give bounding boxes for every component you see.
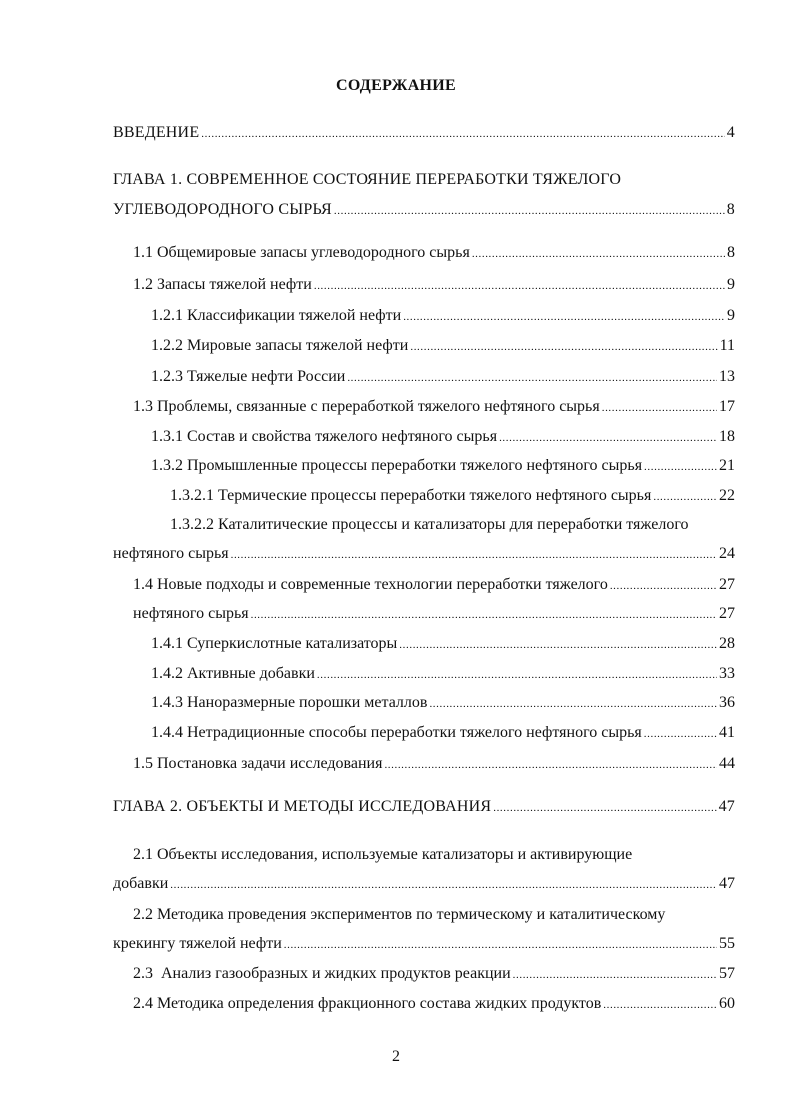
toc-entry-text: 1.3 Проблемы, связанные с переработкой тяжелого нефтяного сырья	[133, 398, 600, 415]
toc-entry-2-3[interactable]	[133, 964, 735, 985]
toc-page-number: 11	[719, 337, 735, 354]
toc-entry-1-2-3[interactable]	[151, 367, 735, 388]
toc-leader-dots	[314, 276, 725, 296]
toc-entry-1-4-2[interactable]	[151, 664, 735, 685]
toc-leader-dots	[201, 124, 725, 144]
toc-entry-2-1-line1[interactable]: 2.1 Объекты исследования, используемые катализаторы и активирующие	[133, 846, 633, 863]
toc-entry-1-4-4[interactable]	[151, 723, 735, 744]
toc-leader-dots	[644, 724, 717, 744]
page-number: 2	[392, 1048, 400, 1065]
toc-page-number: 18	[719, 428, 735, 445]
toc-entry-chapter-2[interactable]	[113, 797, 735, 818]
toc-leader-dots	[317, 665, 717, 685]
toc-page-number: 27	[719, 576, 735, 593]
toc-leader-dots	[644, 457, 717, 477]
toc-entry-text: крекингу тяжелой нефти	[113, 935, 282, 952]
toc-page-number: 21	[719, 457, 735, 474]
toc-entry-text: 1.5 Постановка задачи исследования	[133, 755, 383, 772]
toc-entry-2-1[interactable]	[113, 874, 735, 895]
toc-entry-text: 1.1 Общемировые запасы углеводородного сырья	[133, 244, 470, 261]
toc-entry-text: 1.3.2.1 Термические процессы переработки тяжелого нефтяного сырья	[170, 487, 652, 504]
toc-entry-text: 1.4.1 Суперкислотные катализаторы	[151, 635, 398, 652]
toc-page-number: 41	[719, 724, 735, 741]
toc-entry-text: ВВЕДЕНИЕ	[113, 124, 200, 141]
toc-page-number: 27	[719, 605, 735, 622]
toc-entry-2-2-line1[interactable]: 2.2 Методика проведения экспериментов по термическому и каталитическому	[133, 906, 666, 923]
toc-page-number: 24	[719, 545, 735, 562]
toc-chapter-1-line1[interactable]: ГЛАВА 1. СОВРЕМЕННОЕ СОСТОЯНИЕ ПЕРЕРАБОТКИ ТЯЖЕЛОГО	[113, 171, 622, 188]
toc-entry-text: 1.3.2 Промышленные процессы переработки тяжелого нефтяного сырья	[151, 457, 643, 474]
toc-entry-1-3-2-2[interactable]	[113, 544, 735, 565]
toc-leader-dots	[231, 545, 717, 565]
toc-entry-1-4-cont[interactable]	[133, 604, 735, 625]
toc-entry-text: нефтяного сырья	[113, 545, 229, 562]
toc-entry-text: 1.2.3 Тяжелые нефти России	[151, 368, 346, 385]
toc-page-number: 47	[719, 875, 735, 892]
toc-entry-1-1[interactable]	[133, 243, 735, 264]
toc-page-number: 57	[719, 965, 735, 982]
toc-entry-text: 1.4.4 Нетрадиционные способы переработки тяжелого нефтяного сырья	[151, 724, 642, 741]
page-title: СОДЕРЖАНИЕ	[335, 77, 457, 94]
toc-entry-text: добавки	[113, 875, 169, 892]
toc-entry-1-4-3[interactable]	[151, 693, 735, 714]
toc-page-number: 47	[718, 798, 735, 815]
toc-entry-2-2[interactable]	[113, 934, 735, 955]
toc-leader-dots	[493, 798, 716, 818]
toc-entry-1-2[interactable]	[133, 275, 735, 296]
toc-page-number: 9	[727, 276, 735, 293]
toc-page-number: 44	[719, 755, 735, 772]
toc-leader-dots	[429, 694, 717, 714]
toc-leader-dots	[513, 965, 717, 985]
toc-page-number: 36	[719, 694, 735, 711]
toc-entry-1-3-1[interactable]	[151, 427, 735, 448]
toc-entry-1-4-1[interactable]	[151, 634, 735, 655]
toc-entry-text: 1.3.1 Состав и свойства тяжелого нефтяного сырья	[151, 428, 498, 445]
toc-page-number: 9	[727, 307, 735, 324]
toc-page-number: 33	[719, 665, 735, 682]
toc-entry-text: 2.3 Анализ газообразных и жидких продуктов реакции	[133, 965, 511, 982]
toc-page-number: 4	[726, 124, 735, 141]
toc-leader-dots	[251, 605, 717, 625]
toc-page-number: 17	[719, 398, 735, 415]
toc-entry-text: нефтяного сырья	[133, 605, 249, 622]
toc-entry-text: УГЛЕВОДОРОДНОГО СЫРЬЯ	[113, 201, 332, 218]
toc-entry-1-2-1[interactable]	[151, 306, 735, 327]
toc-entry-text: ГЛАВА 2. ОБЪЕКТЫ И МЕТОДЫ ИССЛЕДОВАНИЯ	[113, 798, 492, 815]
toc-page-number: 22	[719, 487, 735, 504]
toc-entry-1-4[interactable]	[133, 575, 735, 596]
toc-leader-dots	[602, 398, 717, 418]
toc-entry-1-3-2[interactable]	[151, 456, 735, 477]
toc-leader-dots	[347, 368, 717, 388]
toc-page-number: 8	[726, 201, 735, 218]
toc-entry-1-2-2[interactable]	[151, 336, 735, 357]
toc-entry-text: 1.4.2 Активные добавки	[151, 665, 315, 682]
toc-leader-dots	[170, 875, 717, 895]
toc-leader-dots	[472, 244, 725, 264]
toc-leader-dots	[399, 635, 717, 655]
toc-leader-dots	[499, 428, 717, 448]
toc-leader-dots	[284, 935, 717, 955]
toc-leader-dots	[610, 576, 717, 596]
toc-entry-1-5[interactable]	[133, 754, 735, 775]
toc-entry-1-3-2-1[interactable]	[170, 486, 735, 507]
toc-page-number: 13	[719, 368, 735, 385]
toc-page-number: 55	[719, 935, 735, 952]
toc-entry-introduction[interactable]	[113, 123, 735, 144]
toc-page-number: 28	[719, 635, 735, 652]
toc-page-number: 60	[719, 995, 735, 1012]
toc-leader-dots	[384, 755, 717, 775]
toc-entry-text: 1.4.3 Наноразмерные порошки металлов	[151, 694, 428, 711]
toc-entry-1-3[interactable]	[133, 397, 735, 418]
toc-entry-2-4[interactable]	[133, 994, 735, 1015]
toc-entry-text: 1.4 Новые подходы и современные технологии переработки тяжелого	[133, 576, 608, 593]
toc-entry-1-3-2-2-line1[interactable]: 1.3.2.2 Каталитические процессы и катализаторы для переработки тяжелого	[170, 516, 689, 533]
toc-leader-dots	[334, 201, 725, 221]
toc-page-number: 8	[727, 244, 735, 261]
toc-leader-dots	[403, 307, 725, 327]
toc-entry-text: 2.4 Методика определения фракционного состава жидких продуктов	[133, 995, 602, 1012]
toc-entry-text: 1.2.2 Мировые запасы тяжелой нефти	[151, 337, 409, 354]
toc-entry-text: 1.2.1 Классификации тяжелой нефти	[151, 307, 402, 324]
toc-leader-dots	[653, 487, 717, 507]
toc-leader-dots	[410, 337, 717, 357]
toc-leader-dots	[603, 995, 717, 1015]
toc-entry-text: 1.2 Запасы тяжелой нефти	[133, 276, 312, 293]
toc-entry-chapter-1[interactable]	[113, 200, 735, 221]
